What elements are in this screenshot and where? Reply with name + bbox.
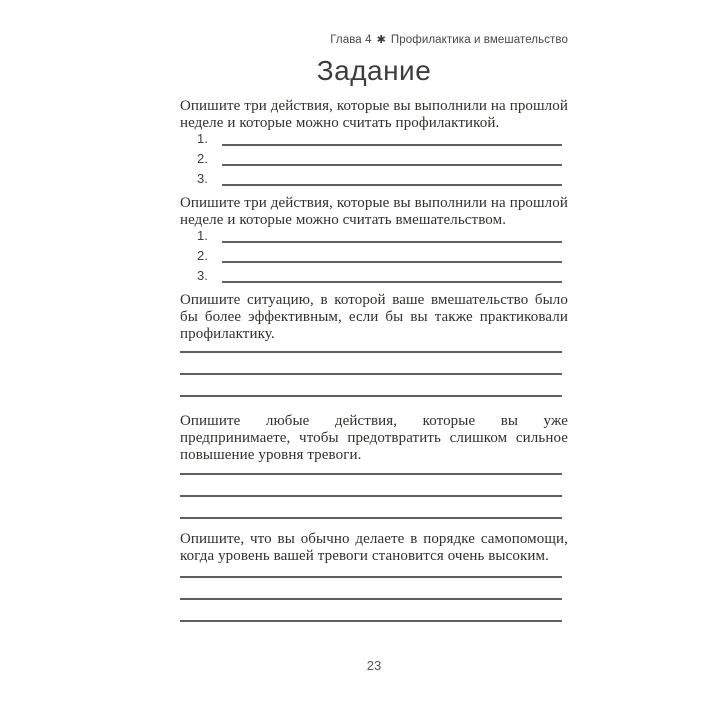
writing-line [180, 517, 562, 519]
numbered-blank-row [180, 146, 568, 166]
writing-line [180, 351, 562, 353]
page-number: 23 [366, 658, 382, 673]
item-number: 2. [197, 151, 208, 166]
writing-line [222, 164, 562, 166]
numbered-blank-row [180, 243, 568, 263]
writing-line [180, 620, 562, 622]
running-header [180, 34, 568, 47]
chapter-label: Глава 4 [330, 34, 372, 46]
exercise-prompt: Опишите любые действия, которые вы уже предпринимаете, чтобы предотвратить слишком сильное повышение уровня тревоги. [180, 413, 568, 463]
writing-line [180, 373, 562, 375]
section-title-label: Профилактика и вмешательство [390, 34, 568, 46]
item-number: 2. [197, 248, 208, 263]
asterisk-icon: ✱ [376, 34, 386, 46]
exercise-prompt: Опишите три действия, которые вы выполнили на прошлой неделе и которые можно считать профилактикой. [180, 98, 568, 131]
writing-line [222, 281, 562, 283]
writing-line [180, 576, 562, 578]
writing-line [222, 144, 562, 146]
writing-line [180, 598, 562, 600]
writing-line [222, 261, 562, 263]
item-number: 1. [197, 228, 208, 243]
page-content [180, 0, 568, 673]
page-title: Задание [316, 55, 432, 86]
writing-line [180, 495, 562, 497]
item-number: 3. [197, 268, 208, 283]
writing-line [222, 184, 562, 186]
exercise-prompt: Опишите, что вы обычно делаете в порядке самопомощи, когда уровень вашей тревоги становится очень высоким. [180, 531, 568, 564]
writing-line [222, 241, 562, 243]
numbered-blank-row [180, 166, 568, 186]
exercise-prompt: Опишите три действия, которые вы выполнили на прошлой неделе и которые можно считать вмешательством. [180, 195, 568, 228]
numbered-blank-row [180, 263, 568, 283]
item-number: 1. [197, 131, 208, 146]
exercise-prompt: Опишите ситуацию, в которой ваше вмешательство было бы более эффективным, если бы вы также практиковали профилактику. [180, 292, 568, 342]
writing-line [180, 473, 562, 475]
item-number: 3. [197, 171, 208, 186]
writing-line [180, 395, 562, 397]
